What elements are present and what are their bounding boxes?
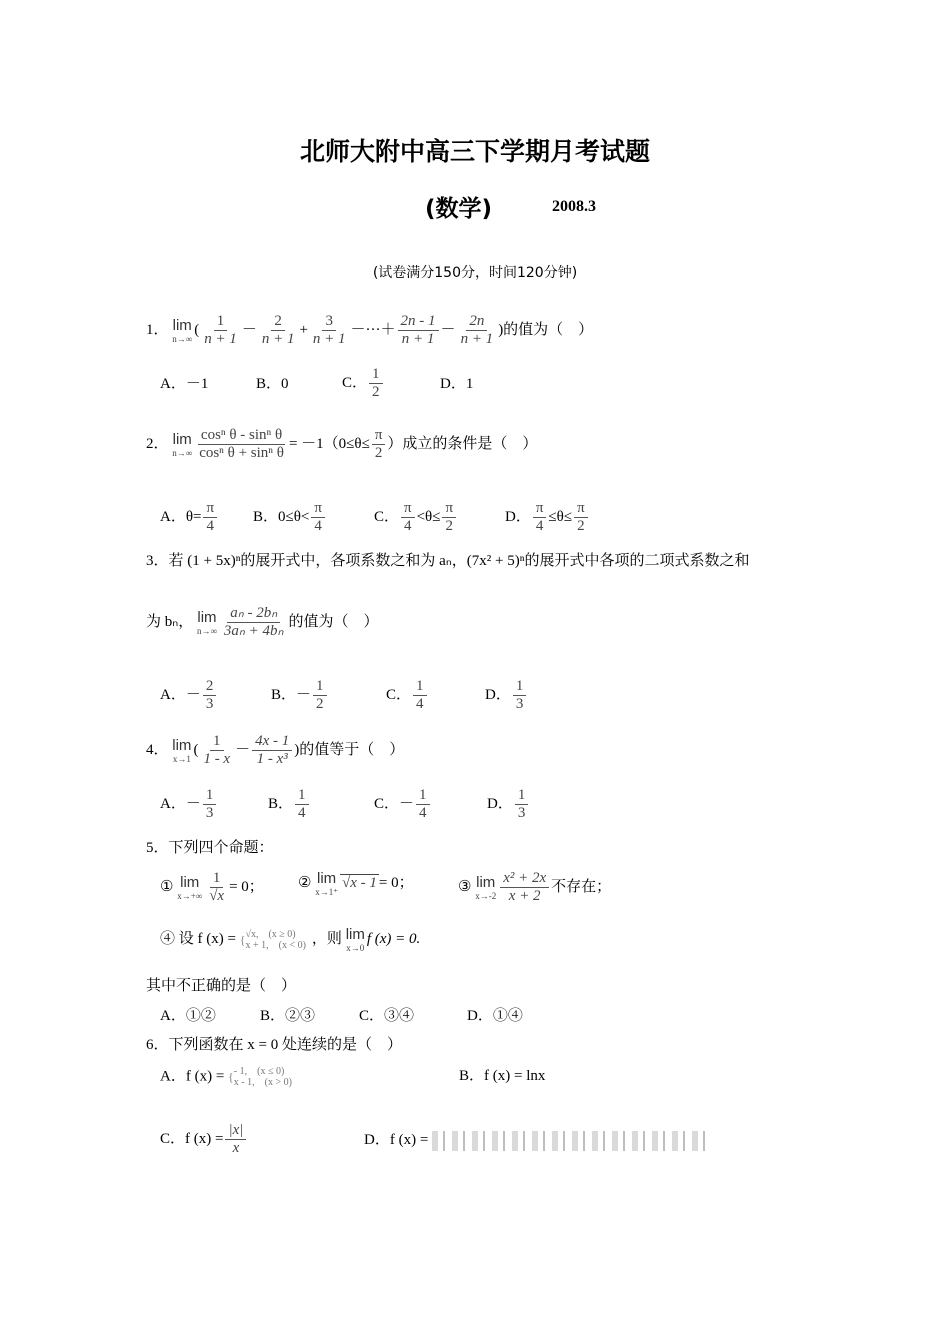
fraction: $\frac{1}{n + 1}$ <box>204 313 237 347</box>
fraction: $\frac{2n - 1}{n + 1}$ <box>398 313 439 348</box>
q5-proposition-1: ① lim x→+∞ $\frac{1}{√x}$ = 0； <box>160 870 264 904</box>
piecewise-brace: { <box>239 932 246 947</box>
question-3-line-2: 为 bₙ， lim n→∞ $\frac{\text{aₙ - 2bₙ}}{\text{3aₙ + 4bₙ}}$ 的值为（ ） <box>146 605 379 639</box>
question-5-intro: 5．下列四个命题： <box>146 840 274 856</box>
q6-option-d: D．f (x) = <box>364 1130 712 1151</box>
q2-option-d: D． $\frac{\pi}{4}$ ≤θ≤ $\frac{\pi}{2}$ <box>505 500 590 535</box>
q1-option-b: B．0 <box>256 376 289 392</box>
question-2: 2． lim n→∞ $\frac{\text{cosⁿ θ - sinⁿ θ}}{\text{cosⁿ θ + sinⁿ θ}}$ = －1（0≤θ≤ $\frac{\pi}{2}$ ）成立的条件是（ ） <box>146 427 538 461</box>
fraction: $\frac{\text{aₙ - 2bₙ}}{\text{3aₙ + 4bₙ}}$ <box>223 605 284 639</box>
question-1: 1． lim n→∞ ( $\frac{1}{n + 1}$ － $\frac{2}{n + 1}$ + $\frac{3}{n + 1}$ －···＋ $\frac{2n - 1}{n + 1}$ － $\frac{2n}{n + 1}$ )的值为（ ） <box>146 313 594 347</box>
piecewise-cases: √x, (x ≥ 0) x + 1, (x < 0) <box>245 928 306 951</box>
q2-option-a: A．θ= $\frac{\pi}{4}$ <box>160 500 219 535</box>
limit: lim x→1 <box>172 737 192 764</box>
exam-note: (试卷满分150分，时间120分钟) <box>372 265 578 281</box>
blurred-piecewise-formula-image <box>432 1131 712 1151</box>
q5-option-b: B．②③ <box>260 1008 316 1024</box>
q5-option-a: A．①② <box>160 1008 216 1024</box>
q2-option-b: B．0≤θ< $\frac{\pi}{4}$ <box>253 500 327 535</box>
q5-proposition-4: ④ 设 f (x) = { √x, (x ≥ 0) x + 1, (x < 0) ，则 lim x→0 f (x) = 0. <box>160 926 421 953</box>
limit: lim n→∞ <box>172 317 193 344</box>
fraction: $\frac{3}{n + 1}$ <box>312 313 346 347</box>
question-4: 4． lim x→1 ( $\frac{1}{1 - x}$ － $\frac{4x - 1}{\text{1 - x³}}$ )的值等于（ ） <box>146 733 405 767</box>
q6-option-c: C．f (x) = $\frac{|x|}{x}$ <box>160 1122 248 1157</box>
question-3-line-1: 3．若 (1 + 5x)ⁿ的展开式中，各项系数之和为 aₙ，(7x² + 5)ⁿ的展开式中各项的二项式系数之和 <box>146 553 750 569</box>
q2-option-c: C． $\frac{\pi}{4}$ <θ≤ $\frac{\pi}{2}$ <box>374 500 458 535</box>
q5-proposition-3: ③ lim x→-2 $\frac{\text{x² + 2x}}{x + 2}$ 不存在； <box>458 870 612 904</box>
limit: lim n→∞ <box>196 609 217 636</box>
fraction: $\frac{2n}{n + 1}$ <box>460 313 494 347</box>
q3-option-d: D． $\frac{1}{3}$ <box>485 678 528 713</box>
fraction: $\frac{4x - 1}{\text{1 - x³}}$ <box>252 733 292 768</box>
q4-option-b: B． $\frac{1}{4}$ <box>268 787 311 822</box>
page-title: 北师大附中高三下学期月考试题 <box>299 137 650 166</box>
piecewise-cases: - 1, (x ≤ 0) x - 1, (x > 0) <box>233 1066 292 1088</box>
q1-option-a: A．－1 <box>160 376 209 392</box>
fraction: $\frac{2}{n + 1}$ <box>261 313 295 347</box>
q5-proposition-2: ② lim x→1⁺ √x - 1 = 0； <box>298 870 414 897</box>
fraction: $\frac{1}{1 - x}$ <box>203 733 231 767</box>
fraction: $\frac{\text{cosⁿ θ - sinⁿ θ}}{\text{cosⁿ θ + sinⁿ θ}}$ <box>199 427 284 461</box>
q5-question: 其中不正确的是（ ） <box>146 978 297 994</box>
exam-date: 2008.3 <box>552 198 596 215</box>
q4-option-c: C．－ $\frac{1}{4}$ <box>374 787 432 822</box>
q1-option-d: D．1 <box>440 376 474 392</box>
q1-option-c: C． $\frac{1}{2}$ <box>342 366 385 401</box>
question-6-intro: 6．下列函数在 x = 0 处连续的是（ ） <box>146 1037 402 1053</box>
q6-option-a: A．f (x) = { - 1, (x ≤ 0) x - 1, (x > 0) <box>160 1066 292 1088</box>
q5-option-d: D．①④ <box>467 1008 523 1024</box>
question-number: 1． <box>146 321 169 338</box>
q3-option-c: C． $\frac{1}{4}$ <box>386 678 429 713</box>
q4-option-d: D． $\frac{1}{3}$ <box>487 787 530 822</box>
piecewise-brace: { <box>228 1070 234 1084</box>
q3-option-b: B．－ $\frac{1}{2}$ <box>271 678 329 713</box>
subject-label: (数学) <box>425 196 493 222</box>
q6-option-b: B．f (x) = lnx <box>459 1068 546 1084</box>
limit: lim n→∞ <box>172 431 193 458</box>
q5-option-c: C．③④ <box>359 1008 415 1024</box>
q4-option-a: A．－ $\frac{1}{3}$ <box>160 787 218 822</box>
q3-option-a: A．－ $\frac{2}{3}$ <box>160 678 218 713</box>
